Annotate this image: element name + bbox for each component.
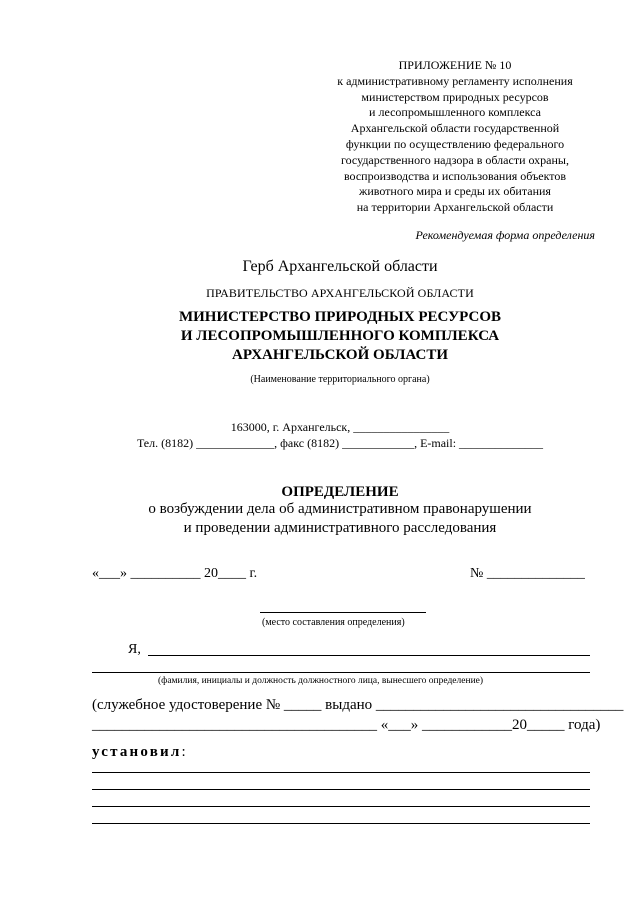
appendix-line: животного мира и среды их обитания	[359, 184, 551, 199]
recommended-form-note: Рекомендуемая форма определения	[415, 228, 595, 242]
appendix-line: к административному регламенту исполнения	[337, 73, 573, 88]
established-colon: :	[181, 744, 186, 760]
ministry-line: АРХАНГЕЛЬСКОЙ ОБЛАСТИ	[232, 347, 448, 363]
appendix-line: Архангельской области государственной	[350, 121, 560, 136]
statement-blank-line	[92, 772, 590, 773]
appendix-line: государственного надзора в области охраны,	[340, 152, 569, 167]
established-heading	[92, 744, 186, 761]
established-label: установил	[92, 744, 182, 760]
address-line: 163000, г. Архангельск, ________________	[230, 420, 450, 434]
subtitle-line: о возбуждении дела об административном правонарушении	[148, 501, 532, 517]
appendix-line: ПРИЛОЖЕНИЕ № 10	[398, 58, 512, 72]
government-name: ПРАВИТЕЛЬСТВО АРХАНГЕЛЬСКОЙ ОБЛАСТИ	[206, 286, 474, 300]
appendix-block	[300, 58, 610, 216]
certificate-line-2: ______________________________________ «___» ____________20_____ года)	[92, 717, 601, 733]
statement-blank-line	[92, 789, 590, 790]
appendix-line: и лесопромышленного комплекса	[369, 105, 541, 120]
ministry-line: МИНИСТЕРСТВО ПРИРОДНЫХ РЕСУРСОВ	[178, 309, 502, 325]
official-name-label: (фамилия, инициалы и должность должностного лица, вынесшего определение)	[158, 676, 484, 686]
ministry-line: И ЛЕСОПРОМЫШЛЕННОГО КОМПЛЕКСА	[180, 328, 500, 344]
certificate-line-1: (служебное удостоверение № _____ выдано _________________________________	[92, 697, 624, 713]
document-title: ОПРЕДЕЛЕНИЕ	[281, 484, 399, 500]
place-label: (место составления определения)	[262, 617, 405, 628]
appendix-line: функции по осуществлению федерального	[345, 136, 565, 151]
territorial-body-label: (Наименование территориального органа)	[250, 374, 430, 385]
place-blank-line	[260, 612, 426, 613]
document-subtitle	[0, 500, 640, 538]
coat-of-arms-placeholder: Герб Архангельской области	[242, 258, 438, 275]
appendix-line: воспроизводства и использования объектов	[343, 168, 567, 183]
appendix-line: министерством природных ресурсов	[361, 89, 549, 104]
subtitle-line: и проведении административного расследования	[183, 520, 497, 536]
date-field: «___» __________ 20____ г.	[92, 566, 258, 581]
statement-blank-line	[92, 806, 590, 807]
ya-label: Я,	[128, 642, 141, 657]
contacts-line: Тел. (8182) _____________, факс (8182) ____________, E-mail: ______________	[136, 436, 544, 450]
official-blank-line-2	[92, 672, 590, 673]
official-blank-line	[148, 655, 590, 656]
number-field: № ______________	[470, 566, 585, 581]
ministry-name	[0, 308, 640, 365]
appendix-line: на территории Архангельской области	[356, 200, 554, 215]
statement-blank-line	[92, 823, 590, 824]
